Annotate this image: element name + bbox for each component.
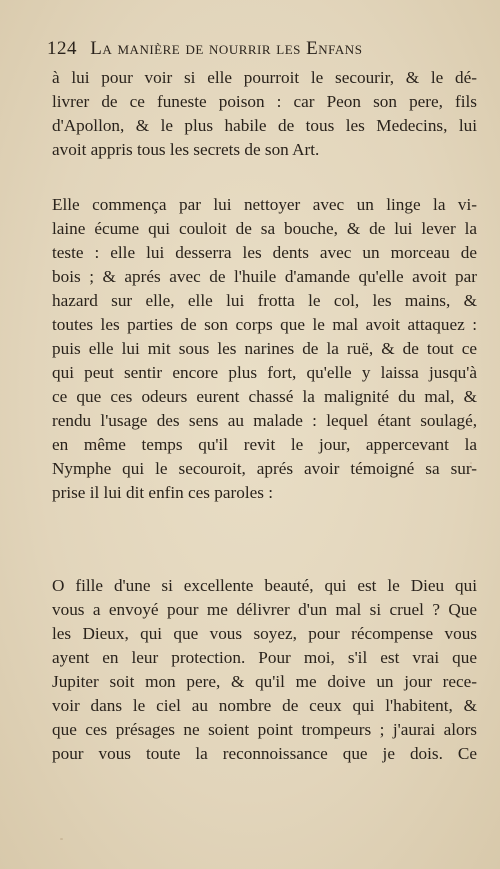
text-line: puis elle lui mit sous les narines de la ruë, & de tout ce — [52, 339, 477, 358]
paper-foxing-spot — [432, 448, 435, 451]
text-line: en même temps qu'il revit le jour, appercevant la — [52, 435, 477, 454]
text-line: toutes les parties de son corps que le mal avoit attaquez : — [52, 315, 477, 334]
text-line: à lui pour voir si elle pourroit le secourir, & le dé- — [52, 68, 477, 87]
paragraph-1 — [52, 66, 477, 162]
text-line: bois ; & aprés avec de l'huile d'amande qu'elle avoit par — [52, 267, 477, 286]
text-line: Jupiter soit mon pere, & qu'il me doive un jour rece- — [52, 672, 477, 691]
text-line: teste : elle lui desserra les dents avec un morceau de — [52, 243, 477, 262]
paragraph-2 — [52, 193, 477, 505]
text-line: avoit appris tous les secrets de son Art. — [52, 140, 320, 159]
text-line: voir dans le ciel au nombre de ceux qui l'habitent, & — [52, 696, 477, 715]
text-line: pour vous toute la reconnoissance que je dois. Ce — [52, 744, 477, 763]
text-line: Nymphe qui le secouroit, aprés avoir témoigné sa sur- — [52, 459, 477, 478]
text-line: hazard sur elle, elle lui frotta le col, les mains, & — [52, 291, 477, 310]
running-head: La manière de nourrir les Enfans — [90, 38, 363, 59]
paper-foxing-spot — [60, 838, 63, 840]
text-line: O fille d'une si excellente beauté, qui est le Dieu qui — [52, 576, 477, 595]
text-line: vous a envoyé pour me délivrer d'un mal si cruel ? Que — [52, 600, 477, 619]
text-line: Elle commença par lui nettoyer avec un linge la vi- — [52, 195, 477, 214]
paragraph-3 — [52, 574, 477, 766]
text-line: prise il lui dit enfin ces paroles : — [52, 483, 273, 502]
text-line: les Dieux, qui que vous soyez, pour récompense vous — [52, 624, 477, 643]
page-header — [47, 38, 467, 60]
text-line: livrer de ce funeste poison : car Peon son pere, fils — [52, 92, 477, 111]
text-line: ayent en leur protection. Pour moi, s'il est vrai que — [52, 648, 477, 667]
text-line: d'Apollon, & le plus habile de tous les Medecins, lui — [52, 116, 477, 135]
text-line: rendu l'usage des sens au malade : lequel étant soulagé, — [52, 411, 477, 430]
text-line: ce que ces odeurs eurent chassé la malignité du mal, & — [52, 387, 477, 406]
paper-foxing-spot — [470, 462, 472, 464]
text-line: que ces présages ne soient point trompeurs ; j'aurai alors — [52, 720, 477, 739]
text-line: qui peut sentir encore plus fort, qu'elle y laissa jusqu'à — [52, 363, 477, 382]
text-line: laine écume qui couloit de sa bouche, & de lui lever la — [52, 219, 477, 238]
page-number: 124 — [47, 38, 77, 59]
